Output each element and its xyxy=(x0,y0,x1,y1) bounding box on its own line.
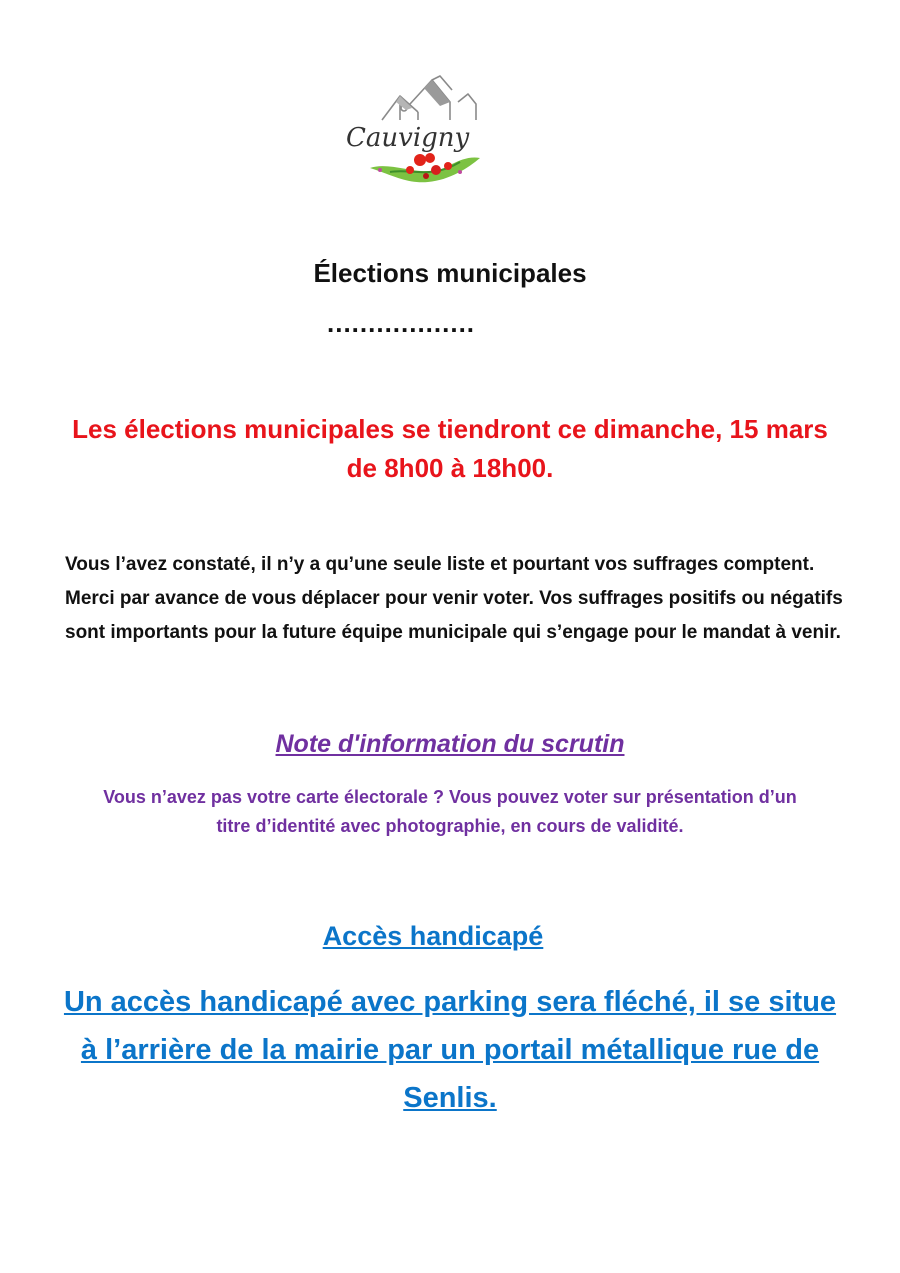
access-text: Un accès handicapé avec parking sera fléché, il se situe à l’arrière de la mairie par un portail métallique rue de Senlis. xyxy=(63,986,837,1114)
logo-wordmark: Cauvigny xyxy=(346,123,470,153)
title-separator: .................. xyxy=(327,308,476,338)
body-paragraph: Vous l’avez constaté, il n’y a qu’une seule liste et pourtant vos suffrages comptent. Merci par avance de vous déplacer pour venir voter. Vos suffrages positifs ou négatifs sont importants pour la future équipe municipale qui s’engage pour le mandat à venir. xyxy=(65,554,843,643)
note-text: Vous n’avez pas votre carte électorale ? Vous pouvez voter sur présentation d’un titre d’identité avec photographie, en cours de validité. xyxy=(103,787,797,836)
access-title: Accès handicapé xyxy=(322,921,544,951)
page-title: Élections municipales xyxy=(313,258,587,288)
cauvigny-logo xyxy=(340,72,500,196)
note-title: Note d'information du scrutin xyxy=(275,730,625,758)
election-announcement: Les élections municipales se tiendront ce dimanche, 15 mars de 8h00 à 18h00. xyxy=(72,414,828,483)
